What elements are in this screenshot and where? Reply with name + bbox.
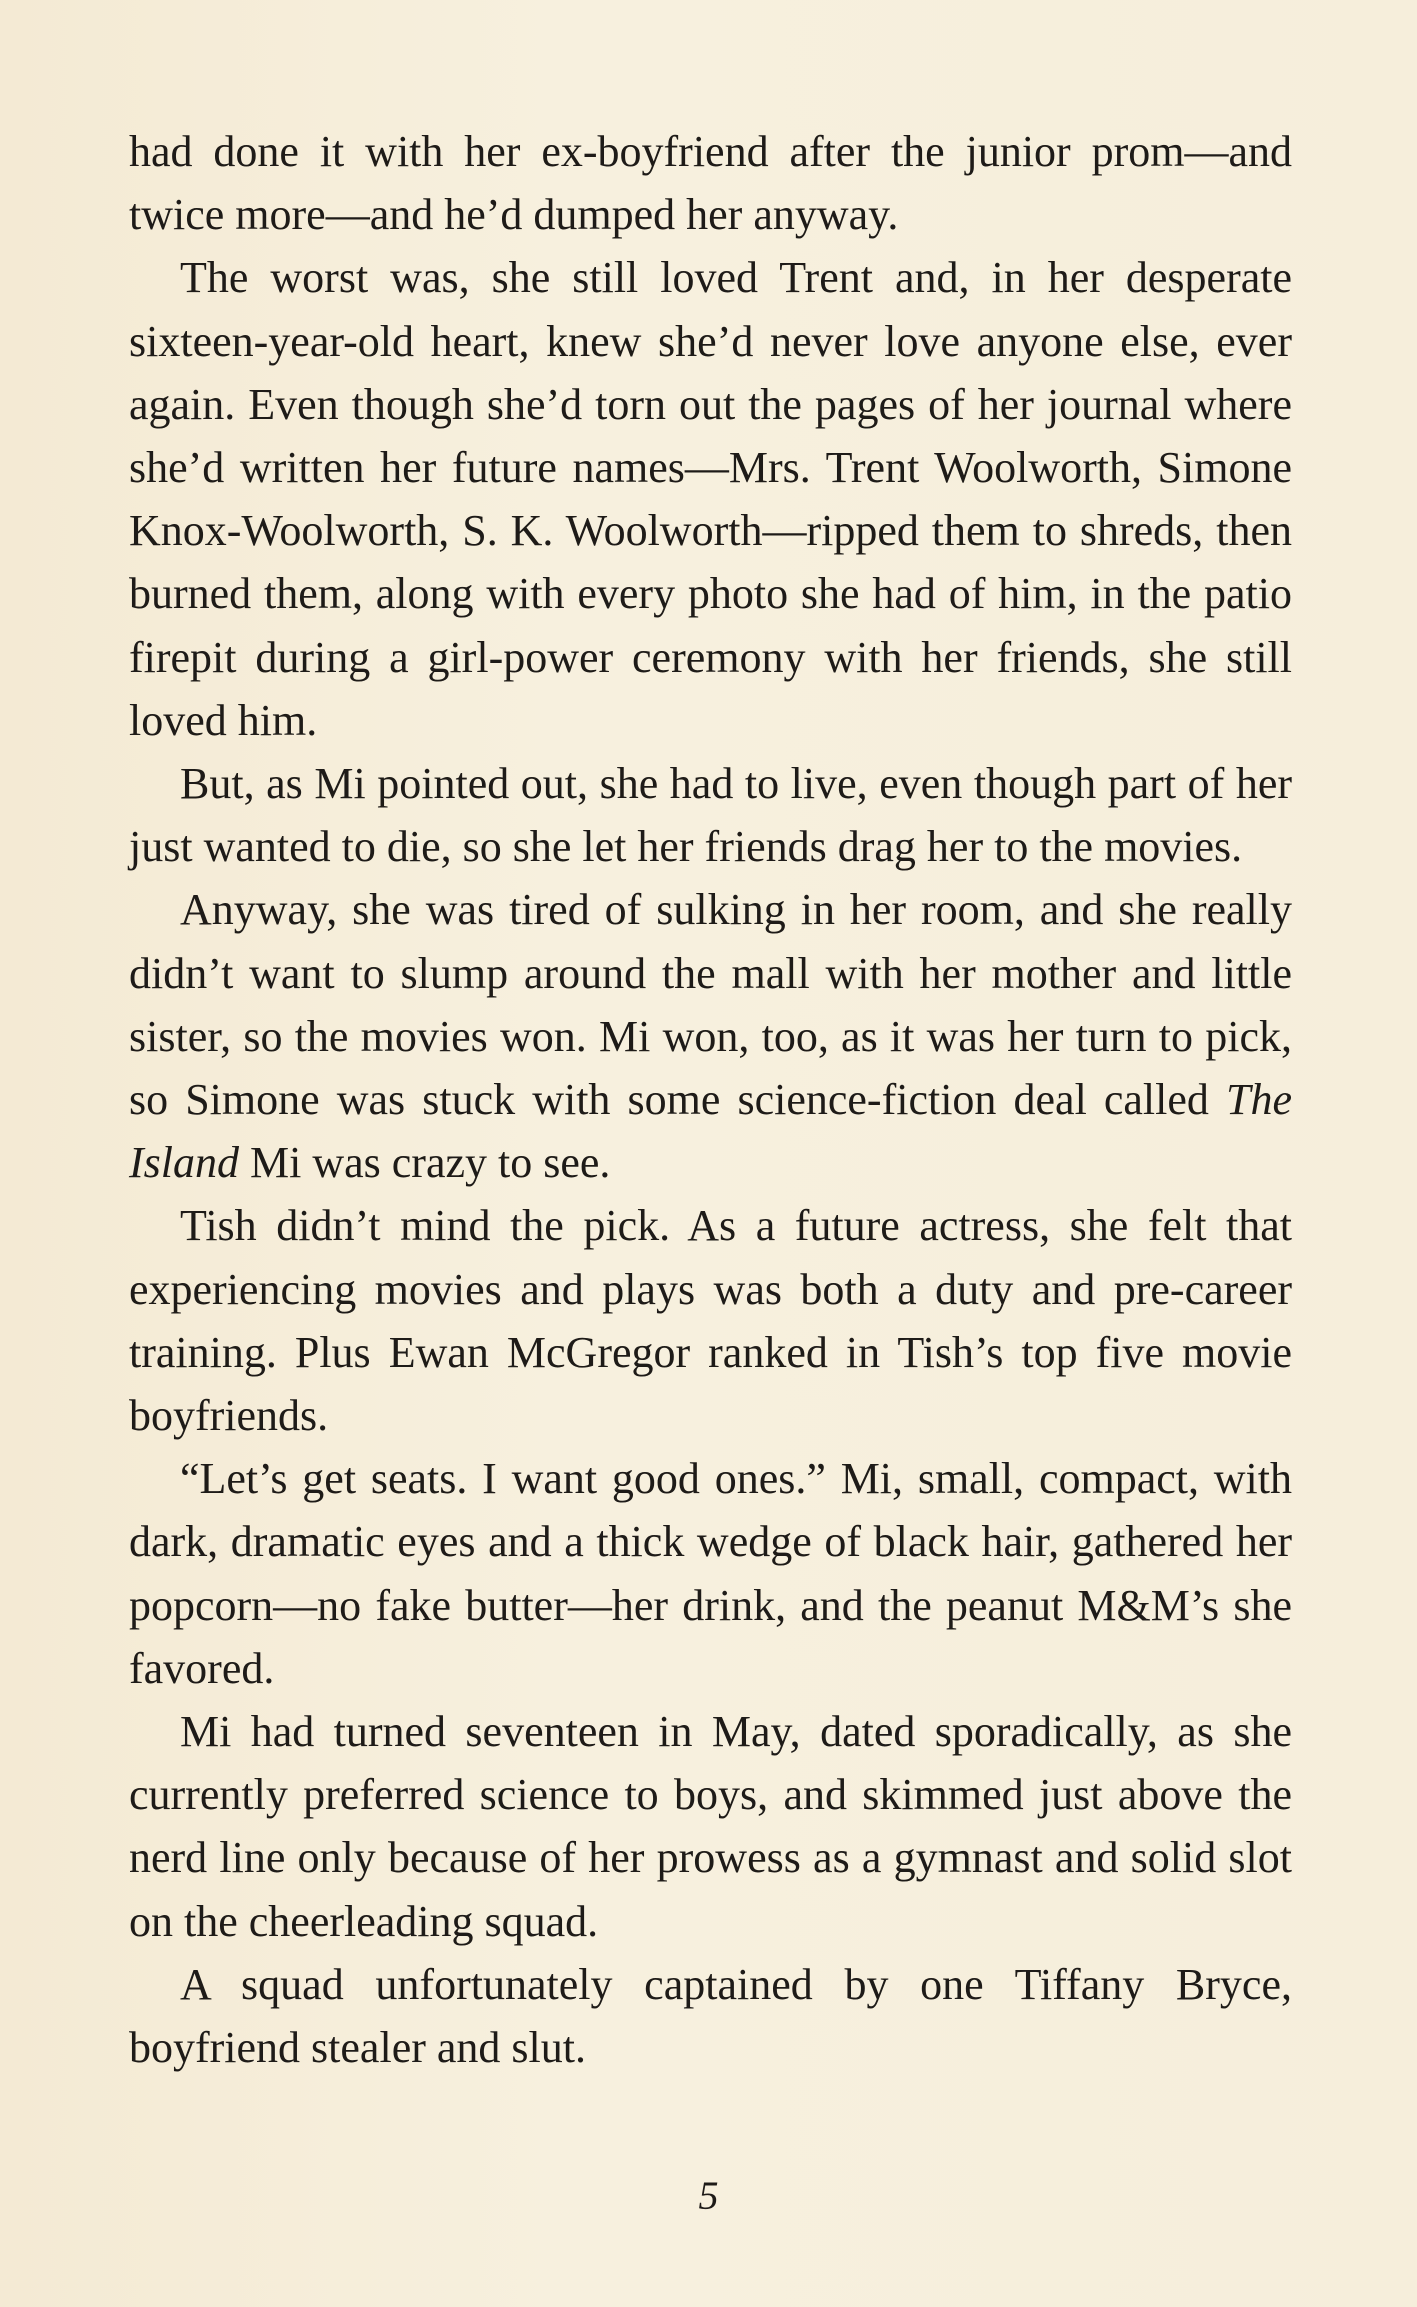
paragraph-2: The worst was, she still loved Trent and, in her desperate sixteen-year-old heart, knew she’d never love anyone else, ever again. Even though she’d torn out the pages of her journal where she’d written her future names—Mrs. Trent Woolworth, Simone Knox-Woolworth, S. K. Woolworth—ripped them to shreds, then burned them, along with every photo she had of him, in the patio firepit during a girl-power ceremony with her friends, she still loved him. bbox=[129, 253, 1292, 745]
movie-title: The Island bbox=[129, 1075, 1292, 1188]
page-number: 5 bbox=[698, 2173, 719, 2218]
paragraph-4 bbox=[129, 878, 1292, 1194]
body-text bbox=[129, 120, 1292, 2079]
paragraph-6: “Let’s get seats. I want good ones.” Mi, small, compact, with dark, dramatic eyes and a thick wedge of black hair, gathered her popcorn—no fake butter—her drink, and the peanut M&M’s she favored. bbox=[129, 1454, 1292, 1693]
paragraph-3: But, as Mi pointed out, she had to live, even though part of her just wanted to die, so she let her friends drag her to the movies. bbox=[129, 759, 1292, 872]
paragraph-7: Mi had turned seventeen in May, dated sporadically, as she currently preferred science to boys, and skimmed just above the nerd line only because of her prowess as a gymnast and solid slot on the cheerleading squad. bbox=[129, 1707, 1292, 1946]
paragraph-1: had done it with her ex-boyfriend after the junior prom—and twice more—and he’d dumped her anyway. bbox=[129, 127, 1292, 240]
paragraph-5: Tish didn’t mind the pick. As a future actress, she felt that experiencing movies and plays was both a duty and pre-career training. Plus Ewan McGregor ranked in Tish’s top five movie boyfriends. bbox=[129, 1201, 1292, 1441]
paragraph-4-text-before: Anyway, she was tired of sulking in her room, and she really didn’t want to slump around the mall with her mother and little sister, so the movies won. Mi won, too, as it was her turn to pick, so Simone was stuck with some science-fiction deal called bbox=[129, 885, 1292, 1125]
paragraph-4-text-after: Mi was crazy to see. bbox=[239, 1138, 611, 1188]
paragraph-8: A squad unfortunately captained by one Tiffany Bryce, boyfriend stealer and slut. bbox=[129, 1959, 1292, 2073]
